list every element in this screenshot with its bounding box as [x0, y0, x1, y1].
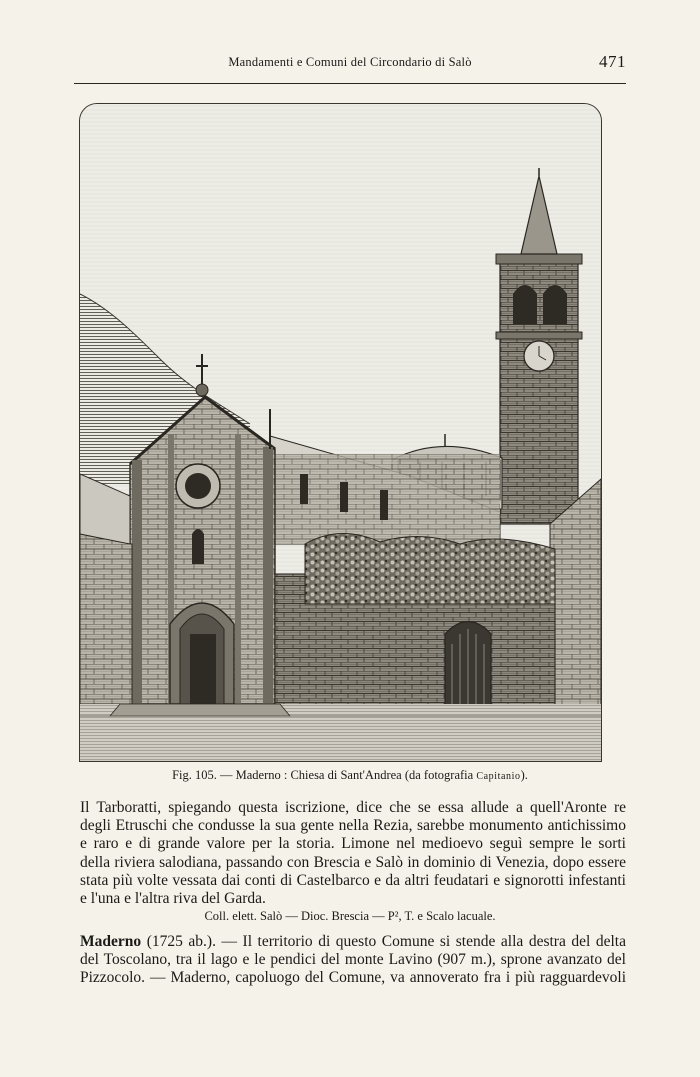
paragraph-maderno	[80, 933, 626, 988]
paragraph-limone	[80, 799, 626, 908]
text-line: Il Tarboratti, spiegando questa iscrizione, dice che se essa allude a quell'Aronte re	[80, 799, 626, 816]
text-line: degli Etruschi che condusse la sua gente nella Rezia, sarebbe monumento antichissimo	[80, 817, 626, 835]
text-line: e raro e di grande valore per la storia. Limone nel medioevo seguì sempre le sorti	[80, 835, 626, 853]
header-rule	[74, 83, 626, 84]
text-line: stata più volte vessata dai conti di Castelbarco e da altri feudatari e signorotti infestanti	[80, 871, 626, 889]
caption-end: ).	[520, 768, 528, 782]
running-header	[74, 52, 626, 76]
engraving-illustration	[80, 104, 601, 761]
text-line: e l'una e l'altra riva del Garda.	[80, 890, 266, 908]
caption-photographer: Capitanio	[476, 771, 521, 782]
text-line-rest: (1725 ab.). — Il territorio di questo Comune si stende alla destra del delta	[141, 933, 626, 950]
entry-heading: Maderno	[80, 933, 142, 950]
church-engraving	[79, 103, 602, 762]
running-title: Mandamenti e Comuni del Circondario di Salò	[228, 55, 472, 69]
text-line	[80, 933, 626, 951]
figure-caption	[74, 768, 626, 783]
page-number: 471	[599, 52, 626, 71]
text-line: della riviera salodiana, passando con Brescia e Salò in dominio di Venezia, dopo essere	[80, 853, 626, 871]
garden-wall	[275, 533, 555, 714]
text-line: del Toscolano, tra il lago e le pendici del monte Lavino (907 m.), sprone avanzato del	[80, 951, 626, 969]
caption-text: Fig. 105. — Maderno : Chiesa di Sant'Andrea (da fotografia	[172, 768, 477, 782]
text-line: Pizzocolo. — Maderno, capoluogo del Comune, va annoverato fra i più ragguardevoli	[80, 969, 626, 987]
electoral-note: Coll. elett. Salò — Dioc. Brescia — P², T. e Scalo lacuale.	[204, 909, 496, 923]
